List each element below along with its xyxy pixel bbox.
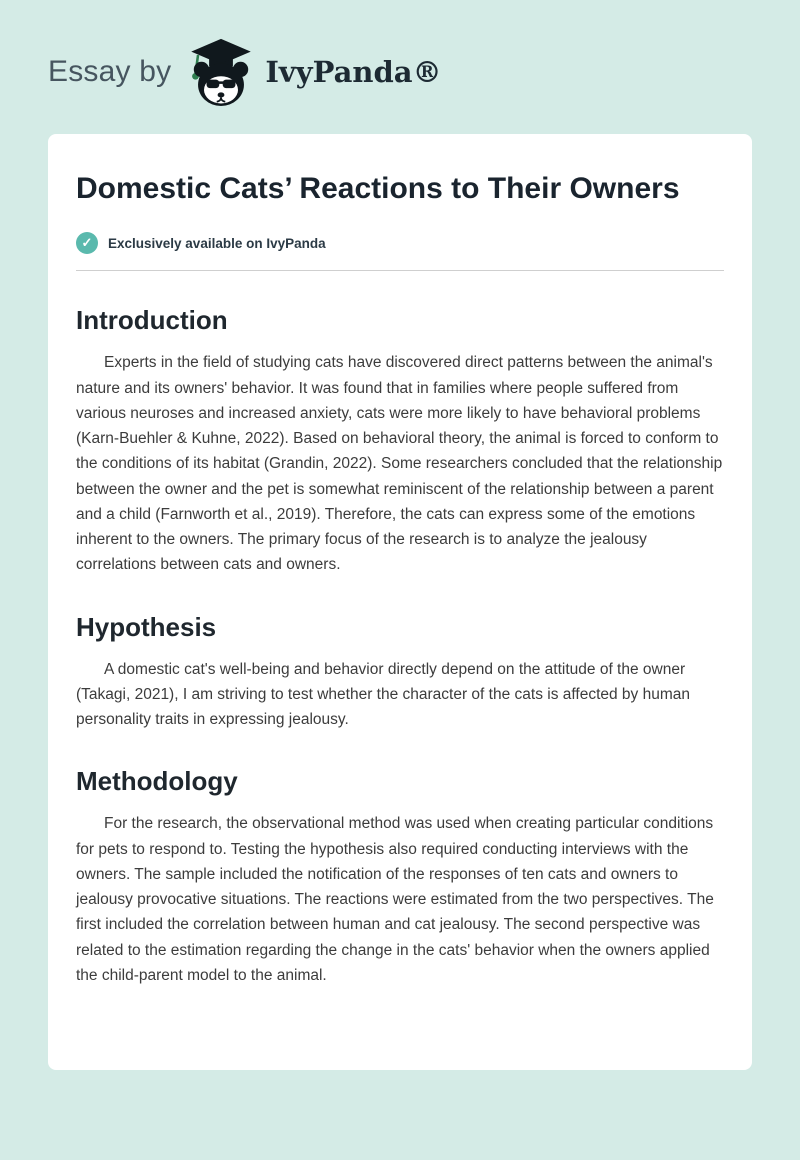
brand-name: IvyPanda® bbox=[265, 55, 442, 89]
ivypanda-logo-link[interactable] bbox=[187, 36, 441, 108]
introduction-paragraph: Experts in the field of studying cats have discovered direct patterns between the animal's nature and its owners' behavior. It was found that in families where people suffered from various neuroses and increased anxiety, cats were more likely to have behavioral problems (Karn-Buehler & Kuhne, 2022). Based on behavioral theory, the animal is forced to conform to the conditions of its habitat (Grandin, 2022). Some researchers concluded that the relationship between the owner and the pet is somewhat reminiscent of the relationship between a parent and a child (Farnworth et al., 2019). Therefore, the cats can express some of the emotions inherent to the owners. The primary focus of the research is to analyze the jealousy correlations between cats and owners. bbox=[76, 354, 723, 574]
header bbox=[0, 0, 800, 134]
essay-card bbox=[48, 134, 752, 1070]
availability-badge bbox=[76, 232, 724, 271]
section-heading-methodology: Methodology bbox=[76, 766, 238, 797]
check-icon: ✓ bbox=[76, 232, 98, 254]
section-heading-hypothesis: Hypothesis bbox=[76, 611, 217, 642]
availability-badge-label: Exclusively available on IvyPanda bbox=[108, 235, 326, 251]
hypothesis-paragraph: A domestic cat's well-being and behavior directly depend on the attitude of the owner (Takagi, 2021), I am striving to test whether the character of the cats is affected by human personality traits in expressing jealousy. bbox=[76, 660, 690, 729]
section-heading-introduction: Introduction bbox=[76, 305, 228, 336]
essay-by-label: Essay by bbox=[48, 55, 172, 88]
panda-graduate-logo-icon bbox=[187, 36, 255, 108]
page-title: Domestic Cats’ Reactions to Their Owners bbox=[76, 172, 680, 205]
methodology-paragraph: For the research, the observational method was used when creating particular conditions for pets to respond to. Testing the hypothesis also required conducting interviews with the owners. The sample included the notification of the responses of ten cats and owners to jealousy provocative situations. The reactions were estimated from the two perspectives. The first included the correlation between human and cat jealousy. The second perspective was related to the estimation regarding the change in the cats' behavior when the owners applied the child-parent model to the animal. bbox=[76, 815, 714, 984]
